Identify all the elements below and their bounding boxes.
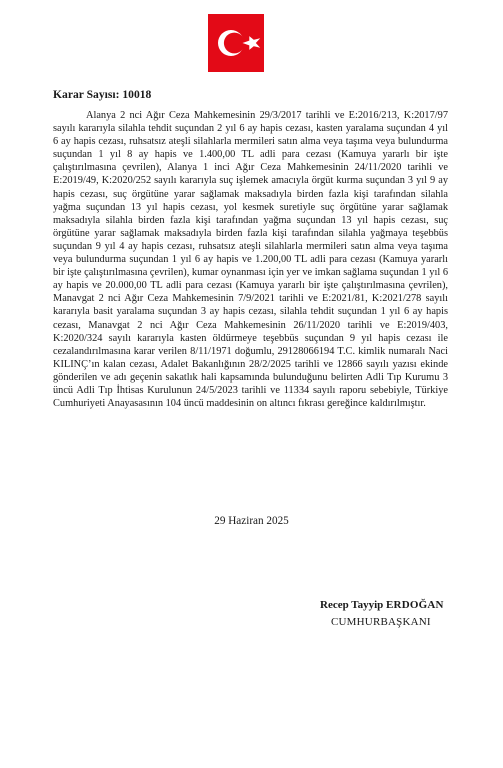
decision-body xyxy=(53,109,448,410)
signer-title: CUMHURBAŞKANI xyxy=(331,616,431,628)
decision-date: 29 Haziran 2025 xyxy=(214,515,289,527)
turkish-flag-icon xyxy=(208,14,264,72)
signer-first-names: Recep Tayyip xyxy=(320,599,384,611)
signer-name xyxy=(320,597,503,613)
signer-last-name: ERDOĞAN xyxy=(386,599,444,611)
signature-block xyxy=(320,597,503,613)
decision-paragraph: Alanya 2 nci Ağır Ceza Mahkemesinin 29/3/2017 tarihli ve E:2016/213, K:2017/97 sayılı kararıyla silahla tehdit suçundan 2 yıl 6 ay hapis cezası, kasten yaralama suçundan 4 yıl 6 ay hapis cezası, ruhsatsız ateşli silahlarla mermileri satın alma veya taşıma veya bulundurma suçundan 1 yıl 8 ay hapis ve 1.400,00 TL adli para cezası (Kamuya yararlı bir işte çalıştırılmasına çevrilen), Alanya 1 inci Ağır Ceza Mahkemesinin 24/11/2020 tarihli ve E:2019/49, K:2020/252 sayılı kararıyla suç işlemek amacıyla örgüt kurma suçundan 3 yıl 9 ay hapis cezası, suç örgütüne yarar sağlamak maksadıyla birden fazla kişi tarafından silahla yağma suçundan 13 yıl hapis cezası, yol kesmek suretiyle suç örgütüne yarar sağlamak maksadıyla silahla birden fazla kişi tarafından yağma suçundan 13 yıl hapis cezası, suç örgütüne yarar sağlamak maksadıyla birden fazla kişi tarafından silahla yağmaya teşebbüs suçundan 9 yıl 4 ay hapis cezası, ruhsatsız ateşli silahlarla mermileri satın alma veya taşıma veya bulundurma suçundan 1 yıl 6 ay hapis ve 1.200,00 TL adli para cezası (Kamuya yararlı bir işte çalıştırılmasına çevrilen), kumar oynanması için yer ve imkan sağlama suçundan 1 yıl 6 ay hapis ve 20.000,00 TL adli para cezası (Kamuya yararlı bir işte çalıştırılmasına çevrilen), Manavgat 2 nci Ağır Ceza Mahkemesinin 7/9/2021 tarihli ve E:2021/81, K:2021/278 sayılı kararıyla basit yaralama suçundan 3 ay hapis cezası, silahla tehdit suçundan 1 yıl 6 ay hapis cezası, Manavgat 2 nci Ağır Ceza Mahkemesinin 26/11/2020 tarihli ve E:2019/403, K:2020/324 sayılı kararıyla kasten öldürmeye teşebbüs suçundan 9 yıl hapis cezası ile cezalandırılmasına karar verilen 8/11/1971 doğumlu, 29128066194 T.C. kimlik numaralı Naci KILINÇ’ın kalan cezası, Adalet Bakanlığının 28/2/2025 tarihli ve 12866 sayılı yazısı ekinde gönderilen ve adı geçenin sakatlık hali kapsamında bulunduğunu belirten Adli Tıp Kurumu 3 üncü Adli Tıp İhtisas Kurulunun 24/5/2023 tarihli ve 11334 sayılı raporu sebebiyle, Türkiye Cumhuriyeti Anayasasının 104 üncü maddesinin on altıncı fıkrası gereğince kaldırılmıştır. xyxy=(53,110,448,410)
decision-number: Karar Sayısı: 10018 xyxy=(53,88,152,101)
